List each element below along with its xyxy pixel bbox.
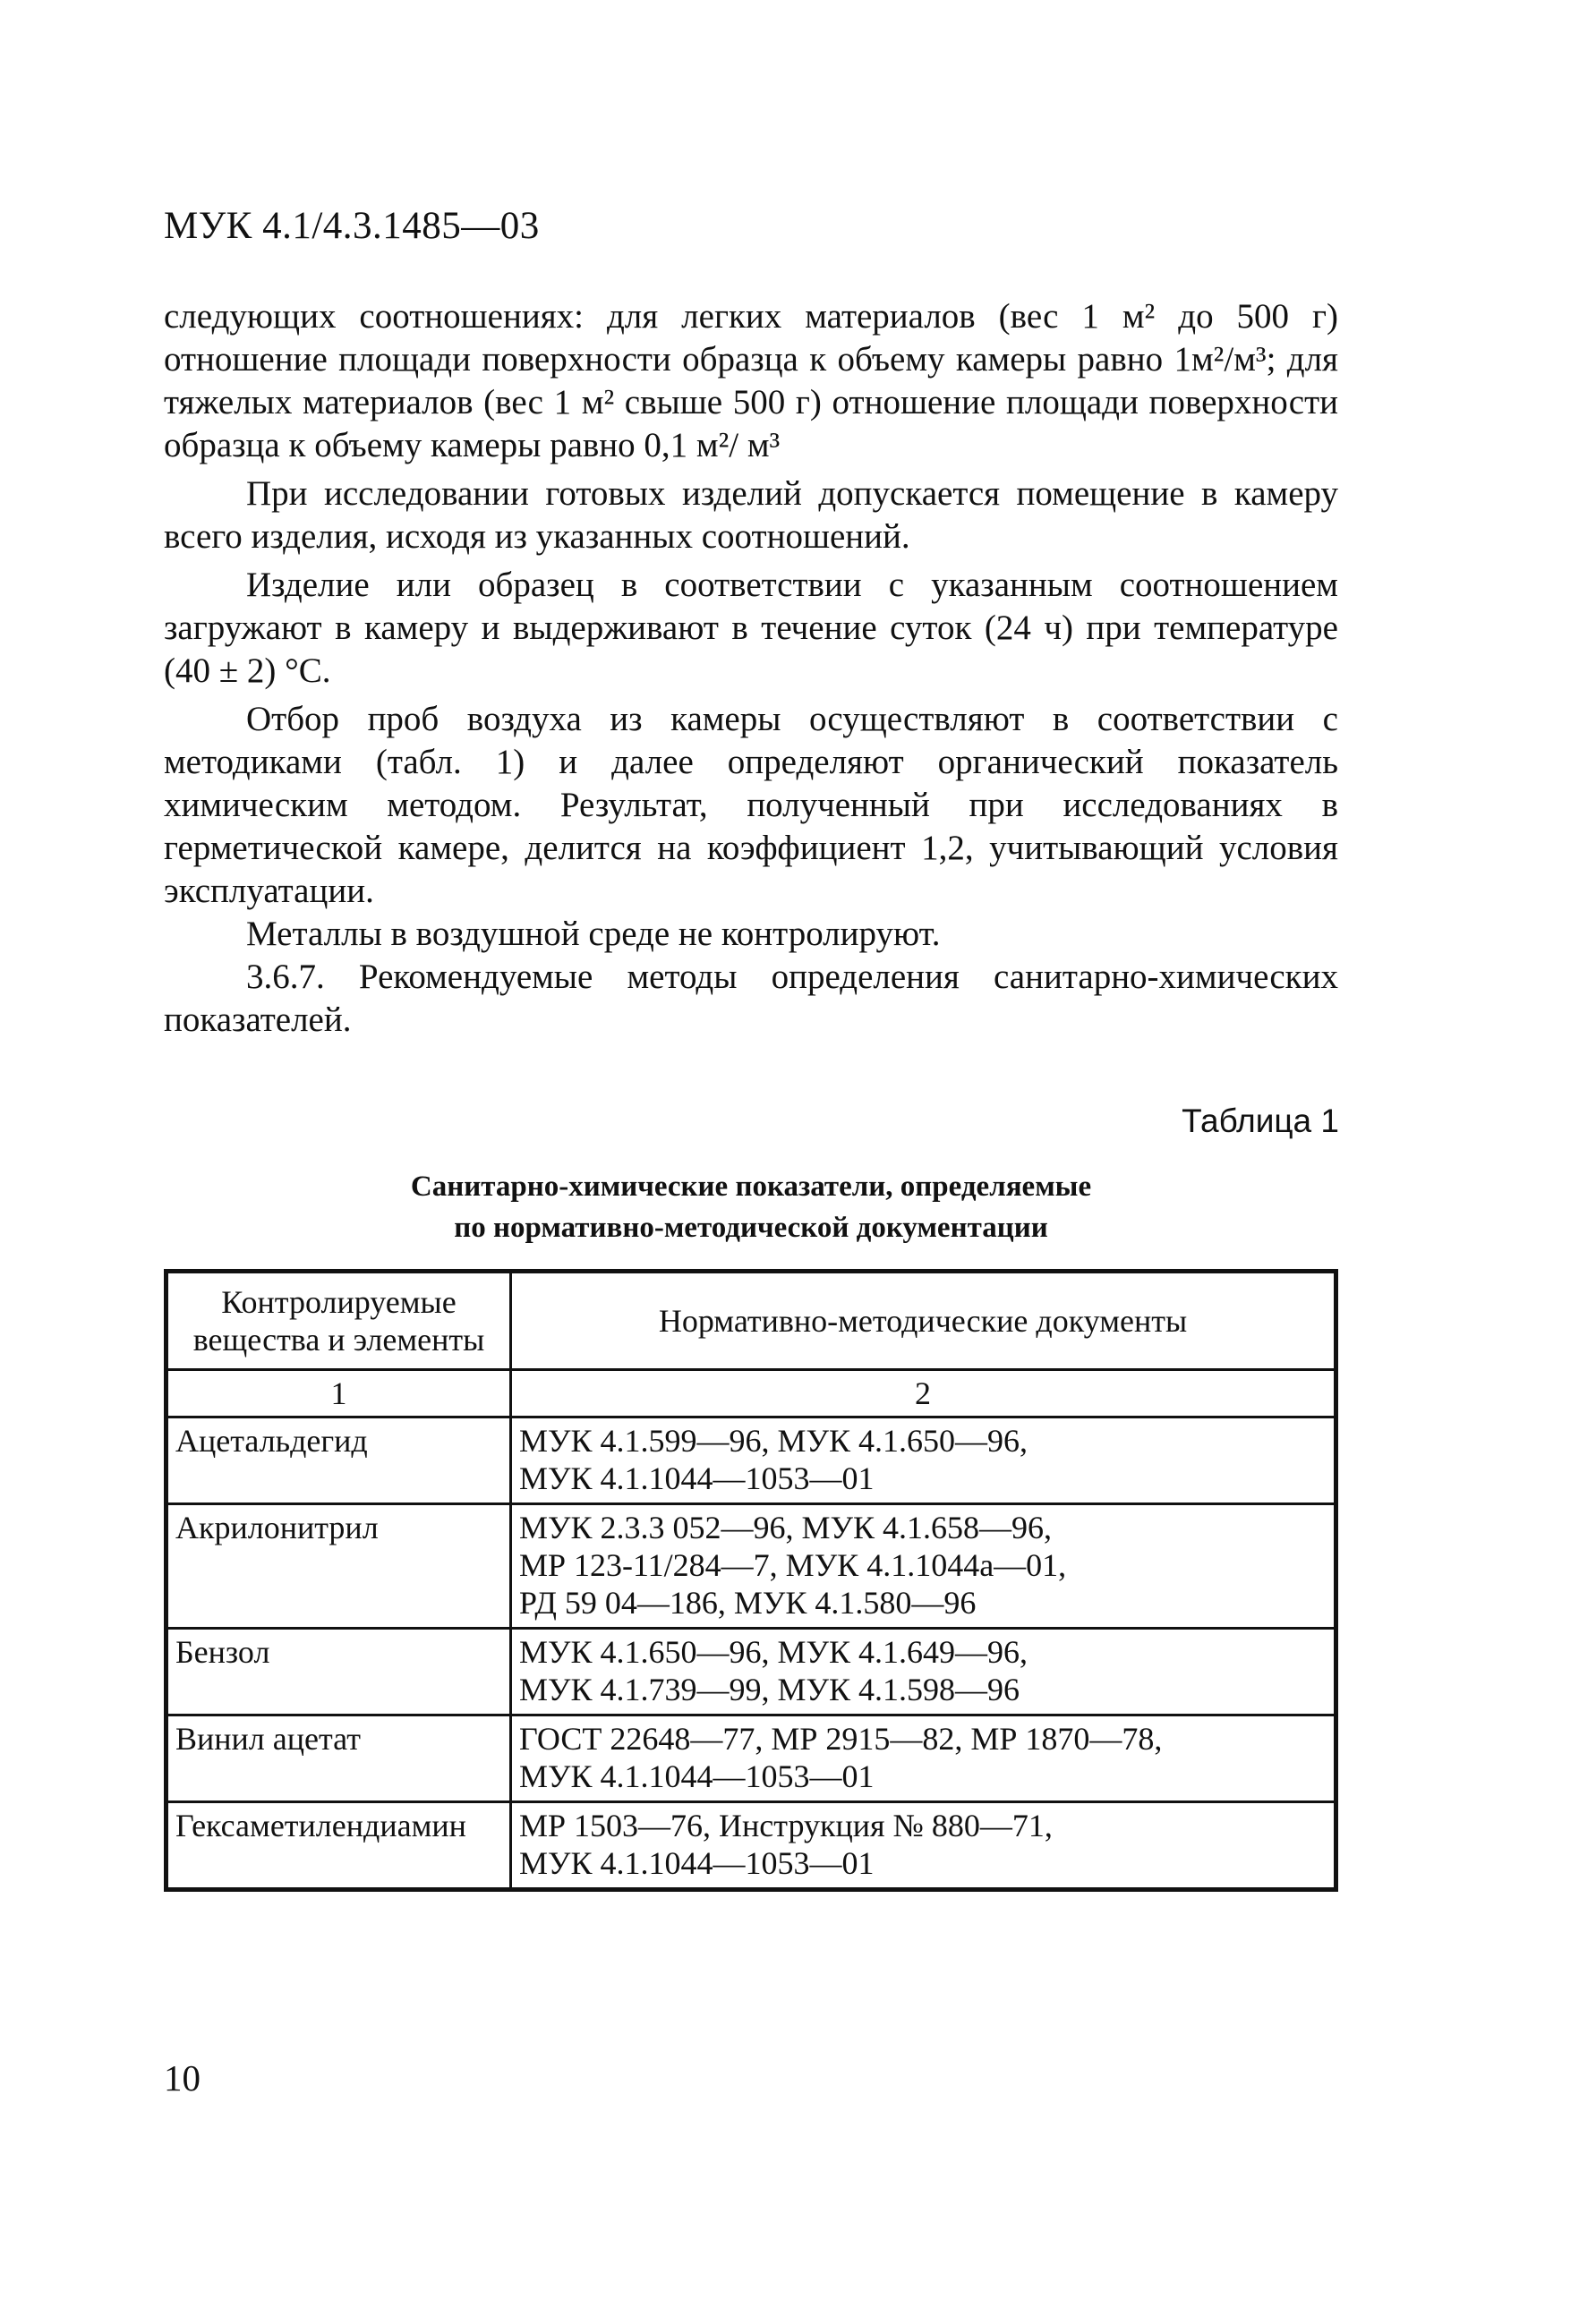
page-number: 10: [164, 2057, 201, 2098]
document-line: МУК 4.1.650—96, МУК 4.1.649—96,: [519, 1634, 1028, 1670]
document-line: МУК 4.1.1044—1053—01: [519, 1758, 875, 1794]
paragraph: Отбор проб воздуха из камеры осуществляют в соответствии с методиками (табл. 1) и далее определяют органический показатель химическим методом. Результат, полученный при исследованиях в герметической камере, делится на коэффициент 1,2, учитывающий условия эксплуатации.: [164, 700, 1338, 910]
paragraph: Изделие или образец в соответствии с указанным соотношением загружают в камеру и выдерживают в течение суток (24 ч) при температуре (40 ± 2) °С.: [164, 566, 1338, 690]
section-heading: 3.6.7. Рекомендуемые методы определения санитарно-химических показателей.: [164, 958, 1338, 1039]
document-line: МР 1503—76, Инструкция № 880—71,: [519, 1808, 1053, 1843]
body-text: [164, 295, 1338, 1042]
table-row: [166, 1802, 1336, 1890]
table-number: Таблица 1: [1182, 1102, 1339, 1139]
documents-cell: [511, 1417, 1336, 1504]
paragraph: Металлы в воздушной среде не контролируют.: [246, 915, 941, 953]
table-header-row: [166, 1272, 1336, 1370]
documents-cell: [511, 1504, 1336, 1629]
column-header-substances: Контролируемые вещества и элементы: [166, 1272, 511, 1370]
table-row: [166, 1629, 1336, 1715]
substance-cell: Винил ацетат: [166, 1715, 511, 1802]
documents-cell: [511, 1802, 1336, 1890]
table-title-line: по нормативно-методической документации: [454, 1212, 1048, 1244]
table-row: [166, 1504, 1336, 1629]
document-line: РД 59 04—186, МУК 4.1.580—96: [519, 1585, 977, 1621]
substance-cell: Гексаметилендиамин: [166, 1802, 511, 1890]
substance-cell: Акрилонитрил: [166, 1504, 511, 1629]
table-row: [166, 1715, 1336, 1802]
column-number: 2: [511, 1370, 1336, 1417]
substance-cell: Бензол: [166, 1629, 511, 1715]
document-line: МР 123-11/284—7, МУК 4.1.1044а—01,: [519, 1547, 1067, 1583]
table-title-line: Санитарно-химические показатели, определяемые: [410, 1171, 1092, 1203]
substances-table: [164, 1269, 1338, 1892]
table-title: [164, 1166, 1338, 1248]
column-number-row: [166, 1370, 1336, 1417]
document-line: ГОСТ 22648—77, МР 2915—82, МР 1870—78,: [519, 1721, 1163, 1757]
table-row: [166, 1417, 1336, 1504]
column-number: 1: [166, 1370, 511, 1417]
document-line: МУК 4.1.1044—1053—01: [519, 1845, 875, 1881]
document-id: МУК 4.1/4.3.1485—03: [164, 205, 540, 247]
document-line: МУК 4.1.599—96, МУК 4.1.650—96,: [519, 1423, 1028, 1459]
documents-cell: [511, 1715, 1336, 1802]
column-header-documents: Нормативно-методические документы: [511, 1272, 1336, 1370]
document-line: МУК 2.3.3 052—96, МУК 4.1.658—96,: [519, 1510, 1053, 1545]
paragraph: следующих соотношениях: для легких материалов (вес 1 м² до 500 г) отношение площади поверхности образца к объему камеры равно 1м²/м³; для тяжелых материалов (вес 1 м² свыше 500 г) отношение площади поверхности образца к объему камеры равно 0,1 м²/ м³: [164, 297, 1338, 464]
document-line: МУК 4.1.1044—1053—01: [519, 1460, 875, 1496]
substance-cell: Ацетальдегид: [166, 1417, 511, 1504]
documents-cell: [511, 1629, 1336, 1715]
paragraph: При исследовании готовых изделий допускается помещение в камеру всего изделия, исходя из указанных соотношений.: [164, 474, 1338, 556]
document-line: МУК 4.1.739—99, МУК 4.1.598—96: [519, 1672, 1020, 1707]
